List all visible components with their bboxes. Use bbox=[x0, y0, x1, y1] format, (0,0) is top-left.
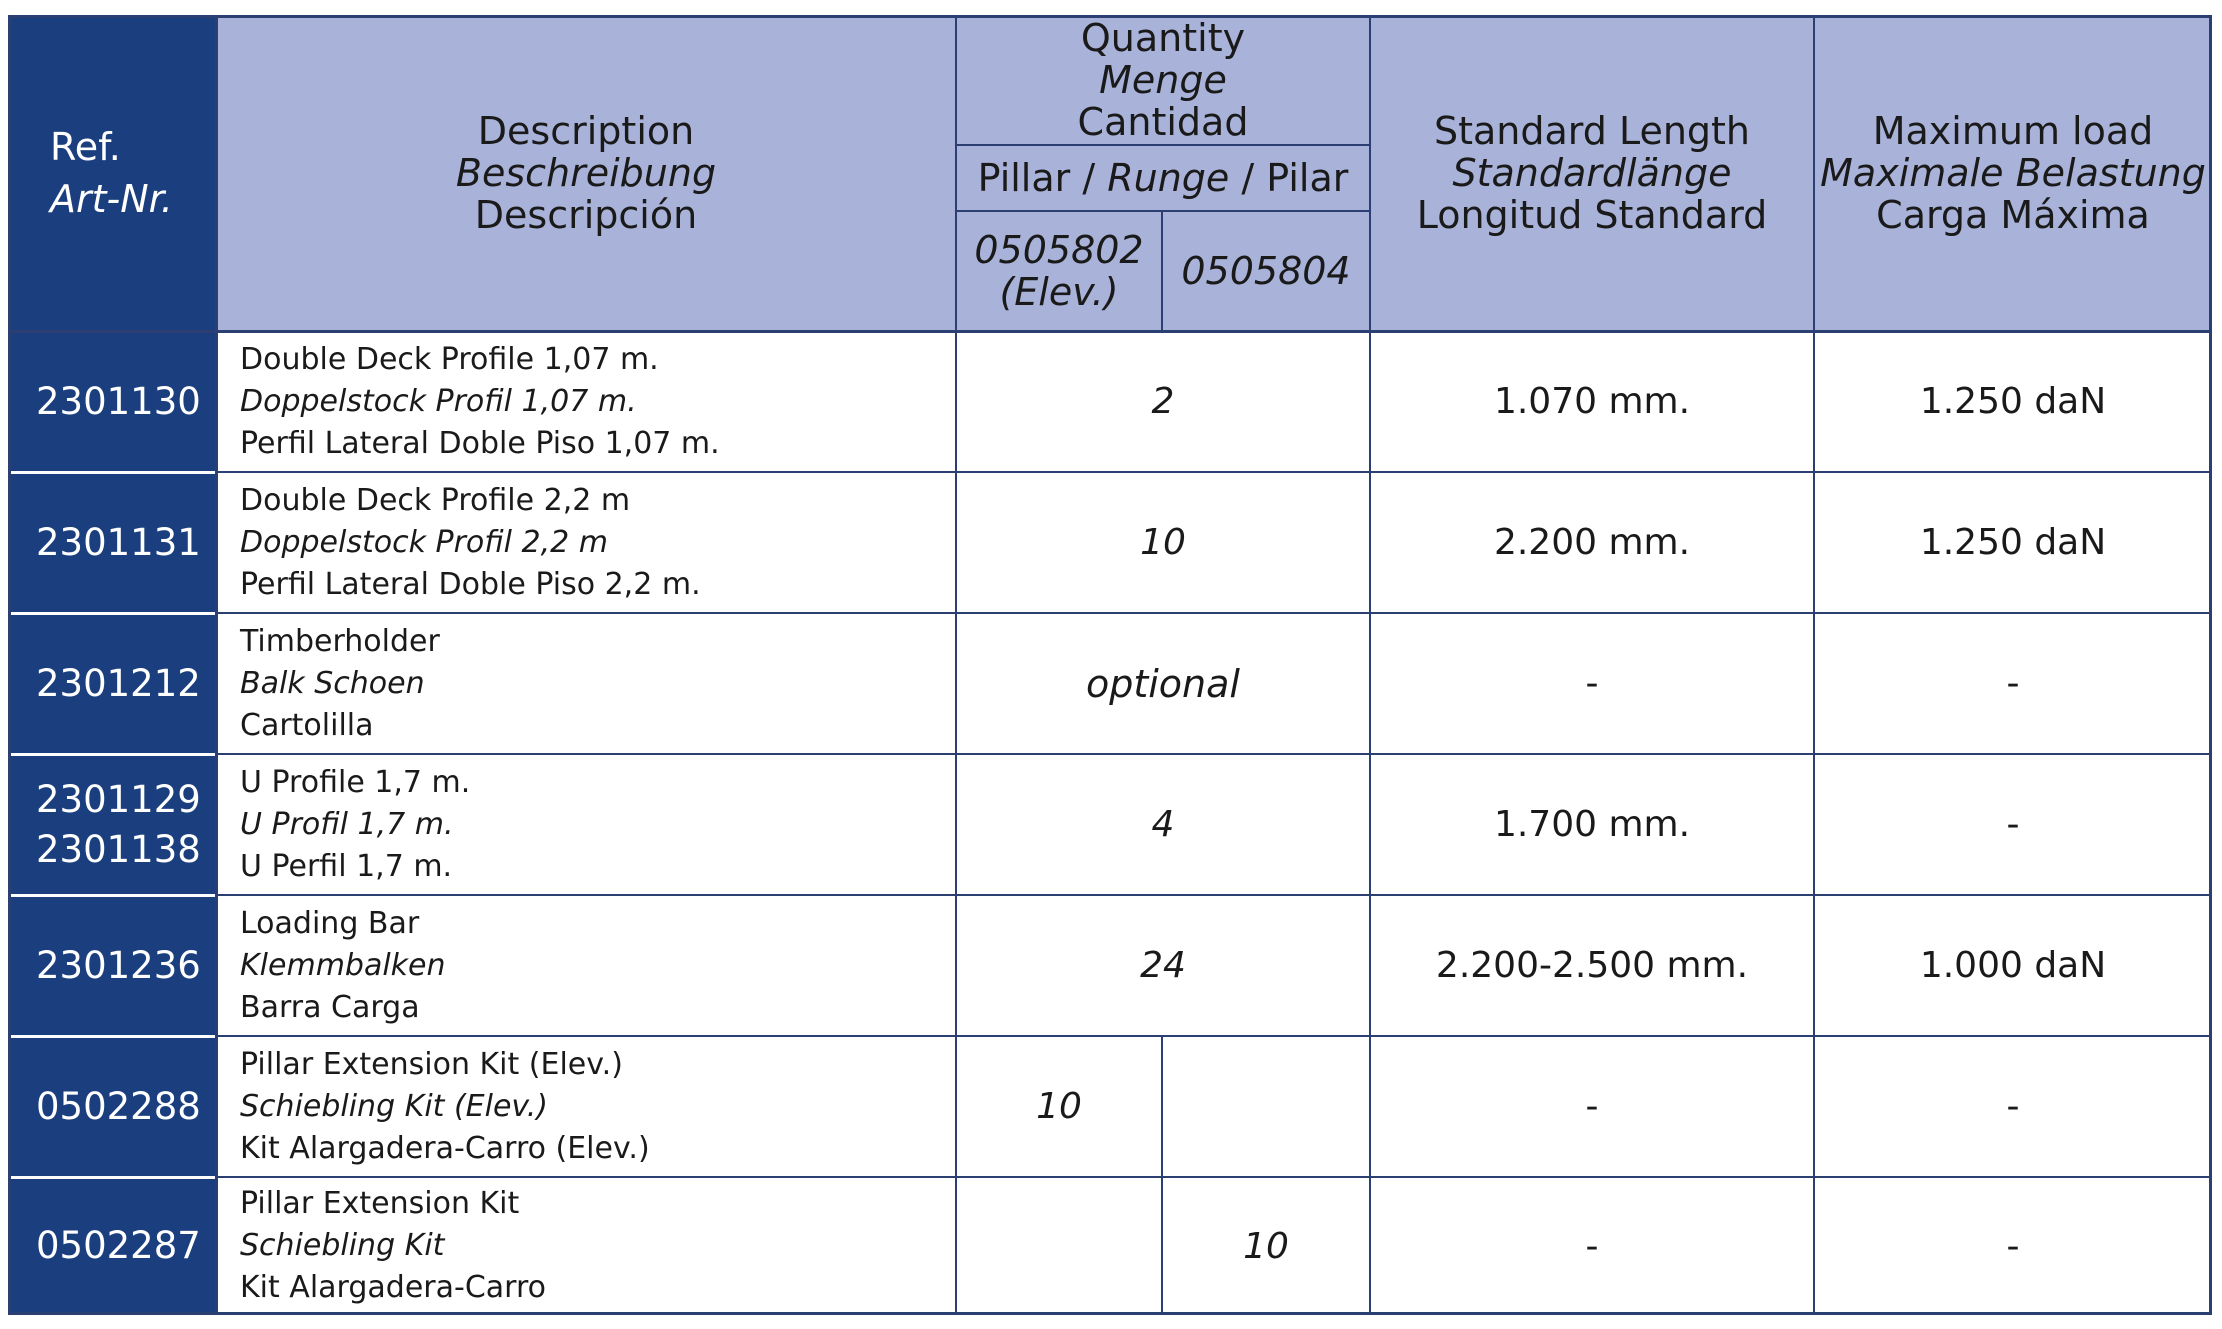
quantity-value: optional bbox=[1085, 661, 1240, 706]
ref-number: 2301236 bbox=[36, 943, 201, 987]
ref-divider bbox=[8, 1035, 216, 1038]
desc-es: Perfil Lateral Doble Piso 1,07 m. bbox=[240, 425, 720, 461]
row-quantity-a bbox=[956, 1177, 1162, 1315]
desc-de: Doppelstock Profil 2,2 m bbox=[240, 524, 608, 560]
ref-number: 2301131 bbox=[36, 520, 201, 564]
row-divider bbox=[216, 612, 2212, 614]
desc-es: Barra Carga bbox=[240, 989, 420, 1025]
header-pillar-code-b bbox=[1162, 211, 1370, 331]
row-length bbox=[1370, 1036, 1814, 1177]
header-pillar-code-b-number: 0505804 bbox=[1181, 249, 1351, 293]
load-value: 1.250 daN bbox=[1919, 381, 2107, 422]
row-divider bbox=[216, 471, 2212, 473]
desc-en: Timberholder bbox=[240, 623, 440, 659]
load-value: 1.250 daN bbox=[1919, 522, 2107, 563]
row-divider bbox=[216, 1176, 2212, 1178]
header-ref-en: Ref. bbox=[50, 125, 121, 169]
ref-number: 0502287 bbox=[36, 1224, 201, 1267]
length-value: 1.070 mm. bbox=[1493, 381, 1691, 422]
header-pillar-es: / Pilar bbox=[1229, 156, 1349, 200]
ref-divider bbox=[8, 612, 216, 615]
ref-number: 2301212 bbox=[36, 661, 201, 705]
desc-en: U Profile 1,7 m. bbox=[240, 764, 471, 800]
row-description bbox=[216, 895, 956, 1036]
desc-de: Doppelstock Profil 1,07 m. bbox=[240, 383, 637, 419]
quantity-value: 2 bbox=[1151, 381, 1175, 422]
desc-es: Kit Alargadera-Carro bbox=[240, 1270, 546, 1305]
row-load bbox=[1814, 613, 2212, 754]
row-ref bbox=[8, 331, 216, 472]
ref-divider bbox=[8, 753, 216, 756]
header-pillar bbox=[956, 145, 1370, 211]
length-value: 2.200-2.500 mm. bbox=[1435, 945, 1749, 986]
quantity-value: 10 bbox=[1243, 1225, 1289, 1267]
ref-number: 2301130 bbox=[36, 379, 201, 423]
row-length bbox=[1370, 1177, 1814, 1315]
row-divider bbox=[216, 894, 2212, 896]
desc-es: U Perfil 1,7 m. bbox=[240, 848, 453, 884]
row-description bbox=[216, 331, 956, 472]
header-load-en: Maximum load bbox=[1872, 109, 2154, 153]
row-load bbox=[1814, 472, 2212, 613]
header-description-en: Description bbox=[477, 109, 695, 153]
quantity-value: 10 bbox=[1140, 522, 1186, 563]
row-divider bbox=[956, 144, 1370, 146]
desc-de: Schiebling Kit bbox=[240, 1228, 445, 1263]
load-value: - bbox=[2006, 663, 2020, 704]
row-description bbox=[216, 1036, 956, 1177]
ref-divider bbox=[8, 471, 216, 474]
length-value: - bbox=[1585, 1086, 1599, 1127]
row-ref bbox=[8, 1036, 216, 1177]
header-pillar-code-a-note: (Elev.) bbox=[999, 270, 1119, 314]
row-quantity bbox=[956, 472, 1370, 613]
header-quantity-es: Cantidad bbox=[1077, 100, 1249, 144]
column-divider bbox=[1161, 1036, 1163, 1315]
row-description bbox=[216, 754, 956, 895]
row-load bbox=[1814, 895, 2212, 1036]
row-load bbox=[1814, 331, 2212, 472]
row-quantity bbox=[956, 331, 1370, 472]
row-quantity-b bbox=[1162, 1036, 1370, 1177]
header-quantity-en: Quantity bbox=[1080, 16, 1246, 60]
row-ref bbox=[8, 754, 216, 895]
header-pillar-de: Runge bbox=[1107, 156, 1230, 200]
row-quantity bbox=[956, 895, 1370, 1036]
header-load-de: Maximale Belastung bbox=[1820, 151, 2206, 195]
ref-number: 0502288 bbox=[36, 1084, 201, 1128]
row-description bbox=[216, 1177, 956, 1315]
row-divider bbox=[956, 210, 1370, 212]
column-divider bbox=[1161, 211, 1163, 331]
quantity-value: 24 bbox=[1140, 945, 1186, 986]
desc-es: Cartolilla bbox=[240, 707, 374, 743]
header-load bbox=[1814, 15, 2212, 331]
product-table bbox=[8, 15, 2212, 1315]
row-quantity bbox=[956, 754, 1370, 895]
header-load-es: Carga Máxima bbox=[1876, 193, 2150, 237]
column-divider bbox=[955, 15, 957, 1315]
ref-number: 2301129 bbox=[36, 777, 201, 821]
header-description-es: Descripción bbox=[474, 193, 698, 237]
desc-es: Perfil Lateral Doble Piso 2,2 m. bbox=[240, 566, 701, 602]
desc-de: Schiebling Kit (Elev.) bbox=[240, 1088, 548, 1124]
row-ref bbox=[8, 895, 216, 1036]
header-pillar-code-a-number: 0505802 bbox=[974, 228, 1144, 272]
quantity-value: 4 bbox=[1151, 804, 1175, 845]
column-divider bbox=[1369, 15, 1371, 1315]
header-ref-de: Art-Nr. bbox=[50, 177, 173, 221]
header-length bbox=[1370, 15, 1814, 331]
header-pillar-label bbox=[978, 157, 1349, 199]
row-description bbox=[216, 613, 956, 754]
row-divider bbox=[216, 1035, 2212, 1037]
row-load bbox=[1814, 754, 2212, 895]
row-quantity-a bbox=[956, 1036, 1162, 1177]
row-ref bbox=[8, 472, 216, 613]
header-pillar-en: Pillar / bbox=[977, 156, 1108, 200]
header-length-en: Standard Length bbox=[1433, 109, 1751, 153]
column-divider bbox=[215, 15, 218, 1315]
row-load bbox=[1814, 1177, 2212, 1315]
ref-divider bbox=[8, 1176, 216, 1179]
length-value: - bbox=[1585, 663, 1599, 704]
row-length bbox=[1370, 754, 1814, 895]
load-value: - bbox=[2006, 1225, 2020, 1267]
row-load bbox=[1814, 1036, 2212, 1177]
desc-en: Pillar Extension Kit (Elev.) bbox=[240, 1046, 623, 1082]
length-value: 2.200 mm. bbox=[1493, 522, 1691, 563]
row-length bbox=[1370, 613, 1814, 754]
ref-number: 2301138 bbox=[36, 827, 201, 871]
header-length-de: Standardlänge bbox=[1452, 151, 1732, 195]
header-pillar-code-a bbox=[956, 211, 1162, 331]
row-quantity bbox=[956, 613, 1370, 754]
load-value: - bbox=[2006, 804, 2020, 845]
desc-en: Double Deck Profile 1,07 m. bbox=[240, 341, 659, 377]
desc-es: Kit Alargadera-Carro (Elev.) bbox=[240, 1130, 650, 1166]
row-divider bbox=[216, 753, 2212, 755]
row-ref bbox=[8, 1177, 216, 1315]
desc-de: U Profil 1,7 m. bbox=[240, 806, 454, 842]
length-value: - bbox=[1585, 1225, 1599, 1267]
row-description bbox=[216, 472, 956, 613]
load-value: - bbox=[2006, 1086, 2020, 1127]
column-divider bbox=[1813, 15, 1815, 1315]
row-ref bbox=[8, 613, 216, 754]
desc-en: Double Deck Profile 2,2 m bbox=[240, 482, 631, 518]
row-divider bbox=[8, 330, 2212, 333]
header-length-es: Longitud Standard bbox=[1416, 193, 1768, 237]
quantity-value: 10 bbox=[1036, 1086, 1082, 1127]
row-length bbox=[1370, 331, 1814, 472]
ref-divider bbox=[8, 894, 216, 897]
row-quantity-b bbox=[1162, 1177, 1370, 1315]
header-description bbox=[216, 15, 956, 331]
load-value: 1.000 daN bbox=[1919, 945, 2107, 986]
desc-de: Klemmbalken bbox=[240, 947, 446, 983]
desc-en: Loading Bar bbox=[240, 905, 420, 941]
row-length bbox=[1370, 895, 1814, 1036]
header-quantity bbox=[956, 15, 1370, 145]
header-description-de: Beschreibung bbox=[455, 151, 717, 195]
desc-en: Pillar Extension Kit bbox=[240, 1186, 520, 1221]
header-ref bbox=[8, 15, 216, 331]
length-value: 1.700 mm. bbox=[1493, 804, 1691, 845]
desc-de: Balk Schoen bbox=[240, 665, 425, 701]
header-quantity-de: Menge bbox=[1099, 58, 1227, 102]
row-length bbox=[1370, 472, 1814, 613]
